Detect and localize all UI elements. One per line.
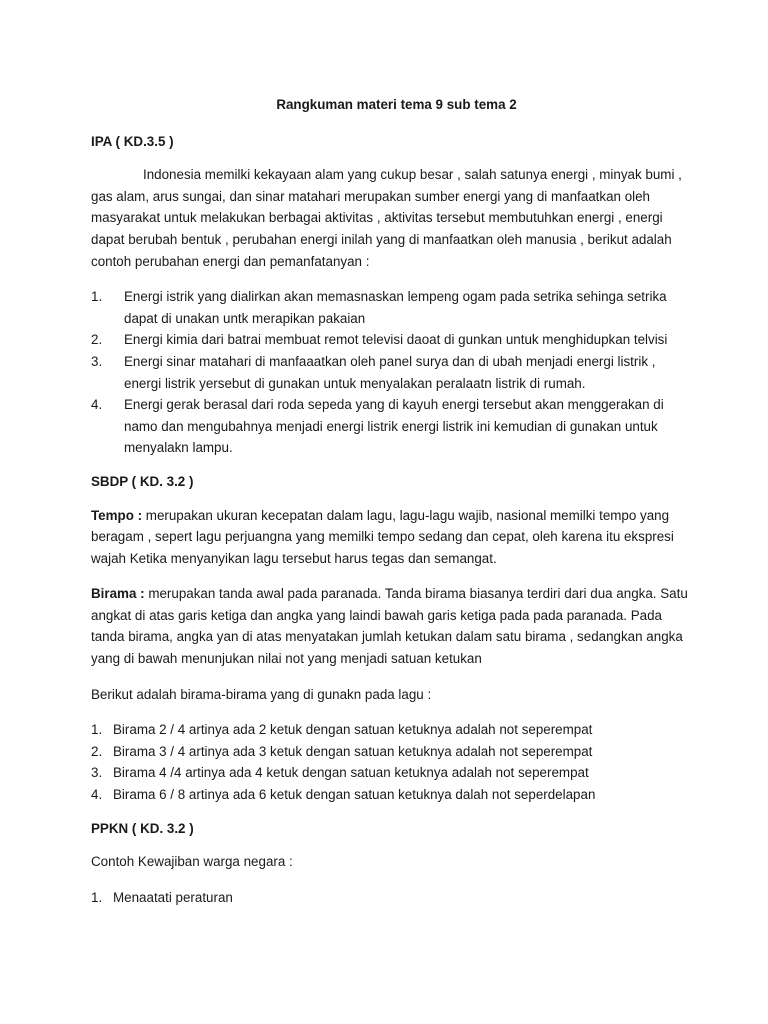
list-item-number: 1. [91,722,103,738]
birama-definition: merupakan tanda awal pada paranada. Tanda birama biasanya terdiri dari dua angka. Satu angkat di atas garis ketiga dan angka yang laindi bawah garis ketiga pada pada paranada. Pada tanda birama, angka yan di atas menyatakan jumlah ketukan dalam satu birama , sedangkan angka yang di bawah menunjukan nilai not yang menjadi satuan ketukan [91,586,688,667]
document-title: Rangkuman materi tema 9 sub tema 2 [276,97,517,112]
list-item-number: 3. [91,353,103,369]
ppkn-heading: PPKN ( KD. 3.2 ) [91,820,194,836]
list-item [91,351,690,394]
birama-paragraph [91,583,690,669]
list-item-number: 3. [91,765,103,781]
list-item-number: 1. [91,289,103,305]
sbdp-heading: SBDP ( KD. 3.2 ) [91,473,194,489]
birama-list-intro: Berikut adalah birama-birama yang di gunakn pada lagu : [91,686,432,702]
kewajiban-list [91,887,690,909]
list-item-text: Birama 6 / 8 artinya ada 6 ketuk dengan satuan ketuknya dalah not seperdelapan [113,787,596,803]
ipa-heading: IPA ( KD.3.5 ) [91,133,174,149]
ipa-energy-list [91,286,690,459]
list-item-number: 4. [91,397,103,413]
list-item-number: 1. [91,889,103,905]
list-item [91,329,690,351]
ipa-intro-paragraph: Indonesia memilki kekayaan alam yang cukup besar , salah satunya energi , minyak bumi , gas alam, arus sungai, dan sinar matahari merupakan sumber energi yang di manfaatkan oleh masyarakat untuk melakukan berbagai aktivitas , aktivitas tersebut membutuhkan energi , energi dapat berubah bentuk , perubahan energi inilah yang di manfaatkan oleh manusia , berikut adalah contoh perubahan energi dan pemanfatanyan : [91,167,682,269]
list-item-text: Menaatati peraturan [113,889,233,905]
list-item-text: Energi gerak berasal dari roda sepeda yang di kayuh energi tersebut akan menggerakan di namo dan mengubahnya menjadi energi listrik energi listrik ini kemudian di gunakan untuk menyalakn lampu. [124,397,664,456]
list-item [91,887,690,909]
list-item-text: Birama 3 / 4 artinya ada 3 ketuk dengan satuan ketuknya adalah not seperempat [113,743,593,759]
birama-term: Birama : [91,586,145,602]
list-item-text: Birama 2 / 4 artinya ada 2 ketuk dengan satuan ketuknya adalah not seperempat [113,722,593,738]
list-item [91,286,690,329]
birama-list [91,719,690,805]
tempo-term: Tempo : [91,507,143,523]
list-item-text: Energi kimia dari batrai membuat remot televisi daoat di gunkan untuk menghidupkan telvisi [124,332,668,348]
list-item-text: Energi sinar matahari di manfaaatkan oleh panel surya dan di ubah menjadi energi listrik , energi listrik yersebut di gunakan untuk menyalakan peralaatn listrik di rumah. [124,353,656,391]
list-item-number: 4. [91,787,103,803]
list-item-number: 2. [91,743,103,759]
list-item [91,394,690,459]
tempo-paragraph [91,505,690,570]
list-item [91,741,690,763]
list-item-number: 2. [91,332,103,348]
list-item [91,784,690,806]
list-item [91,762,690,784]
list-item-text: Energi istrik yang dialirkan akan memasnaskan lempeng ogam pada setrika sehinga setrika dapat di unakan untk merapikan pakaian [124,289,667,326]
kewajiban-list-intro: Contoh Kewajiban warga negara : [91,854,293,870]
list-item [91,719,690,741]
list-item-text: Birama 4 /4 artinya ada 4 ketuk dengan satuan ketuknya adalah not seperempat [113,765,589,781]
tempo-definition: merupakan ukuran kecepatan dalam lagu, lagu-lagu wajib, nasional memilki tempo yang beragam , sepert lagu perjuangna yang memilki tempo sedang dan cepat, oleh karena itu ekspresi wajah Ketika menyanyikan lagu tersebut harus tegas dan semangat. [91,507,674,566]
